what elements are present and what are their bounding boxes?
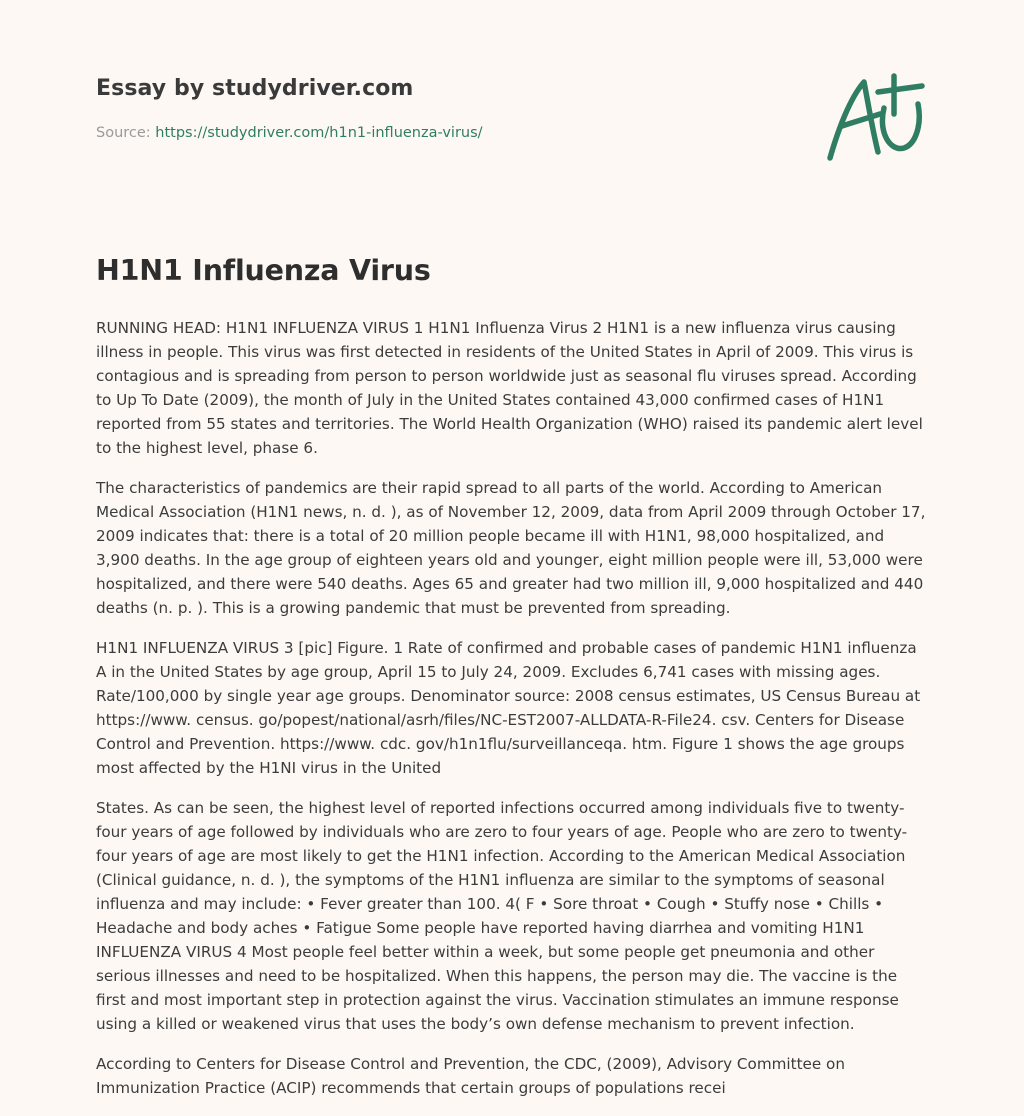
source-link[interactable]: https://studydriver.com/h1n1-influenza-virus/ xyxy=(155,125,483,141)
paragraph: According to Centers for Disease Control and Prevention, the CDC, (2009), Advisory Committee on Immunization Practice (ACIP) recommends that certain groups of populations recei xyxy=(96,1055,845,1097)
paragraph: RUNNING HEAD: H1N1 INFLUENZA VIRUS 1 H1N1 Influenza Virus 2 H1N1 is a new influenza virus causing illness in people. This virus was first detected in residents of the United States in April of 2009. This virus is contagious and is spreading from person to person worldwide just as seasonal flu viruses spread. According to Up To Date (2009), the month of July in the United States contained 43,000 confirmed cases of H1N1 reported from 55 states and territories. The World Health Organization (WHO) raised its pandemic alert level to the highest level, phase 6. xyxy=(96,319,923,457)
paragraph: States. As can be seen, the highest level of reported infections occurred among individuals five to twenty-four years of age followed by individuals who are zero to four years of age. People who are zero to twenty-four years of age are most likely to get the H1N1 infection. According to the American Medical Association (Clinical guidance, n. d. ), the symptoms of the H1N1 influenza are similar to the symptoms of seasonal influenza and may include: • Fever greater than 100. 4( F • Sore throat • Cough • Stuffy nose • Chills • Headache and body aches • Fatigue Some people have reported having diarrhea and vomiting H1N1 INFLUENZA VIRUS 4 Most people feel better within a week, but some people get pneumonia and other serious illnesses and need to be hospitalized. When this happens, the person may die. The vaccine is the first and most important step in protection against the virus. Vaccination stimulates an immune response using a killed or weakened virus that uses the body’s own defense mechanism to prevent infection. xyxy=(96,799,908,1033)
paragraph: H1N1 INFLUENZA VIRUS 3 [pic] Figure. 1 Rate of confirmed and probable cases of pandemic H1N1 influenza A in the United States by age group, April 15 to July 24, 2009. Excludes 6,741 cases with missing ages. Rate/100,000 by single year age groups. Denominator source: 2008 census estimates, US Census Bureau at https://www. census. go/popest/national/asrh/files/NC-EST2007-ALLDATA-R-File24. csv. Centers for Disease Control and Prevention. https://www. cdc. gov/h1n1flu/surveillanceqa. htm. Figure 1 shows the age groups most affected by the H1NI virus in the United xyxy=(96,639,921,777)
article-body xyxy=(96,316,929,1116)
a-plus-logo-icon xyxy=(822,68,926,164)
paragraph: The characteristics of pandemics are their rapid spread to all parts of the world. According to American Medical Association (H1N1 news, n. d. ), as of November 12, 2009, data from April 2009 through October 17, 2009 indicates that: there is a total of 20 million people became ill with H1N1, 98,000 hospitalized, and 3,900 deaths. In the age group of eighteen years old and younger, eight million people were ill, 53,000 were hospitalized, and there were 540 deaths. Ages 65 and greater had two million ill, 9,000 hospitalized and 440 deaths (n. p. ). This is a growing pandemic that must be prevented from spreading. xyxy=(96,479,926,617)
site-brand: Essay by studydriver.com xyxy=(96,76,414,101)
page-header xyxy=(96,0,928,180)
source-line xyxy=(96,125,483,141)
article-title: H1N1 Influenza Virus xyxy=(96,254,431,287)
source-label: Source: xyxy=(96,125,151,141)
